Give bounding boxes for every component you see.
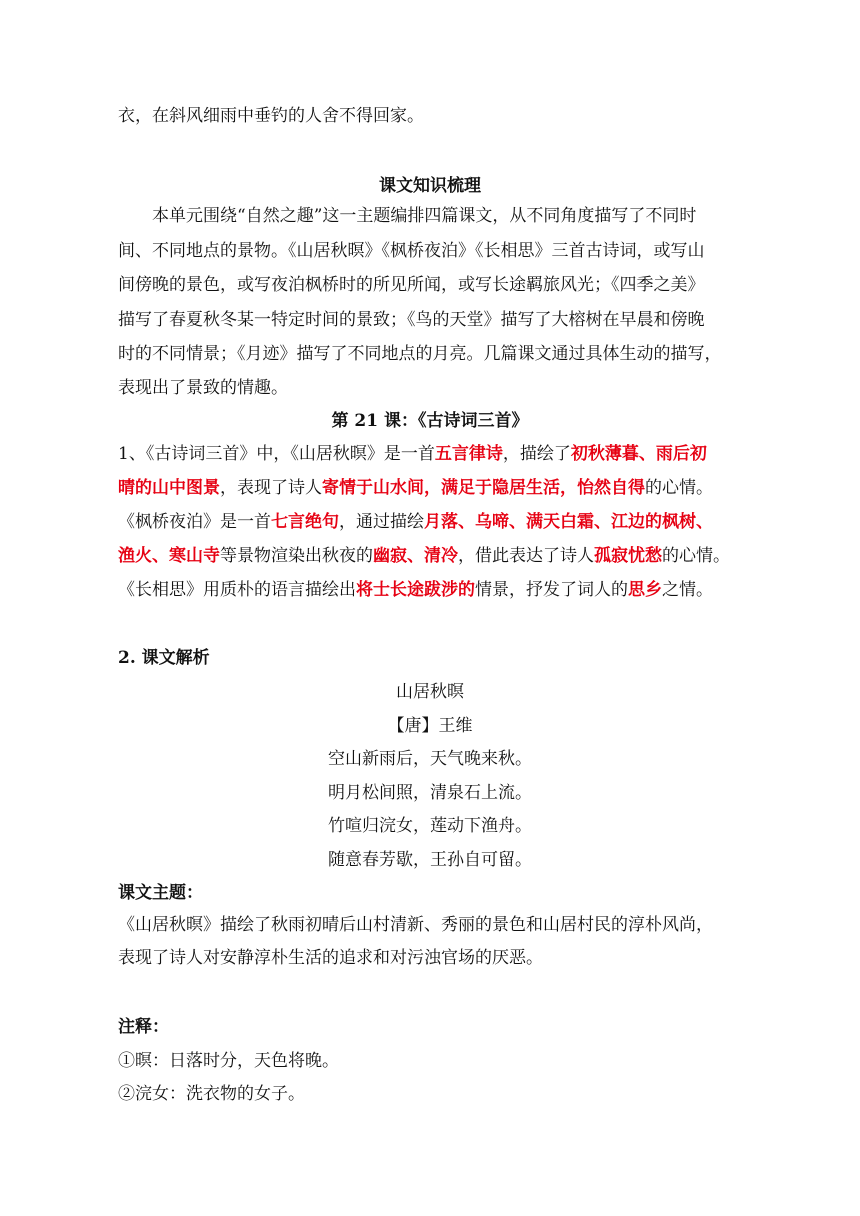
point-1-line — [118, 579, 748, 601]
note-item: ①暝：日落时分，天色将晚。 — [118, 1051, 339, 1071]
section-title: 课文知识梳理 — [379, 176, 481, 196]
highlighted-term: 思乡 — [628, 580, 662, 600]
summary-line: 时的不同情景；《月迹》描写了不同地点的月亮。几篇课文通过具体生动的描写， — [118, 344, 722, 364]
note-item: ②浣女：洗衣物的女子。 — [118, 1084, 305, 1104]
poem-line: 竹喧归浣女，莲动下渔舟。 — [328, 816, 532, 836]
highlighted-term: 孤寂忧愁 — [594, 546, 662, 566]
theme-line: 表现了诗人对安静淳朴生活的追求和对污浊官场的厌恶。 — [118, 948, 543, 968]
highlighted-term: 初秋薄暮、雨后初 — [570, 444, 707, 464]
text-segment: 之情。 — [662, 580, 713, 600]
poem-line: 随意春芳歇，王孙自可留。 — [328, 850, 532, 870]
text-segment: ，表现了诗人 — [220, 478, 322, 498]
text-segment: 的心情。 — [645, 478, 713, 498]
analysis-heading: 2. 课文解析 — [118, 648, 210, 668]
text-segment: 的心情。 — [662, 546, 730, 566]
text-segment: ，借此表达了诗人 — [458, 546, 594, 566]
theme-line: 《山居秋暝》描绘了秋雨初晴后山村清新、秀丽的景色和山居村民的淳朴风尚， — [118, 915, 713, 935]
text-segment: ，描绘了 — [502, 444, 571, 464]
highlighted-term: 将士长途跋涉的 — [356, 580, 475, 600]
point-1-line — [118, 511, 748, 533]
highlighted-term: 渔火、寒山寺 — [118, 546, 220, 566]
poem-author: 【唐】王维 — [387, 716, 473, 736]
text-segment: ，通过描绘 — [339, 512, 424, 532]
theme-heading: 课文主题： — [118, 883, 203, 903]
notes-heading: 注释： — [118, 1017, 169, 1037]
text-segment: 《枫桥夜泊》是一首 — [118, 512, 271, 532]
summary-line: 间傍晚的景色，或写夜泊枫桥时的所见所闻，或写长途羁旅风光；《四季之美》 — [118, 275, 705, 295]
summary-line: 本单元围绕“自然之趣”这一主题编排四篇课文，从不同角度描写了不同时 — [152, 206, 697, 226]
summary-line: 间、不同地点的景物。《山居秋暝》《枫桥夜泊》《长相思》三首古诗词，或写山 — [118, 241, 705, 261]
poem-title: 山居秋暝 — [396, 682, 464, 702]
point-1-line — [118, 477, 748, 499]
text-segment: 《长相思》用质朴的语言描绘出 — [118, 580, 356, 600]
highlighted-term: 五言律诗 — [434, 444, 503, 464]
highlighted-term: 寄情于山水间，满足于隐居生活，怡然自得 — [322, 478, 645, 498]
highlighted-term: 月落、乌啼、满天白霜、江边的枫树、 — [424, 512, 713, 532]
highlighted-term: 晴的山中图景 — [118, 478, 220, 498]
highlighted-term: 七言绝句 — [271, 512, 339, 532]
poem-line: 空山新雨后，天气晚来秋。 — [328, 749, 532, 769]
poem-line: 明月松间照，清泉石上流。 — [328, 783, 532, 803]
summary-line: 表现出了景致的情趣。 — [118, 378, 288, 398]
point-1-line — [118, 545, 748, 567]
text-segment: 1、《古诗词三首》中，《山居秋暝》是一首 — [118, 444, 435, 464]
highlighted-term: 幽寂、清冷 — [373, 546, 458, 566]
summary-line: 描写了春夏秋冬某一特定时间的景致；《鸟的天堂》描写了大榕树在早晨和傍晚 — [118, 310, 705, 330]
lesson-title: 第 21 课：《古诗词三首》 — [331, 411, 529, 431]
intro-tail: 衣，在斜风细雨中垂钓的人舍不得回家。 — [118, 106, 424, 126]
point-1-line — [118, 443, 748, 465]
text-segment: 等景物渲染出秋夜的 — [220, 546, 373, 566]
text-segment: 情景，抒发了词人的 — [475, 580, 628, 600]
